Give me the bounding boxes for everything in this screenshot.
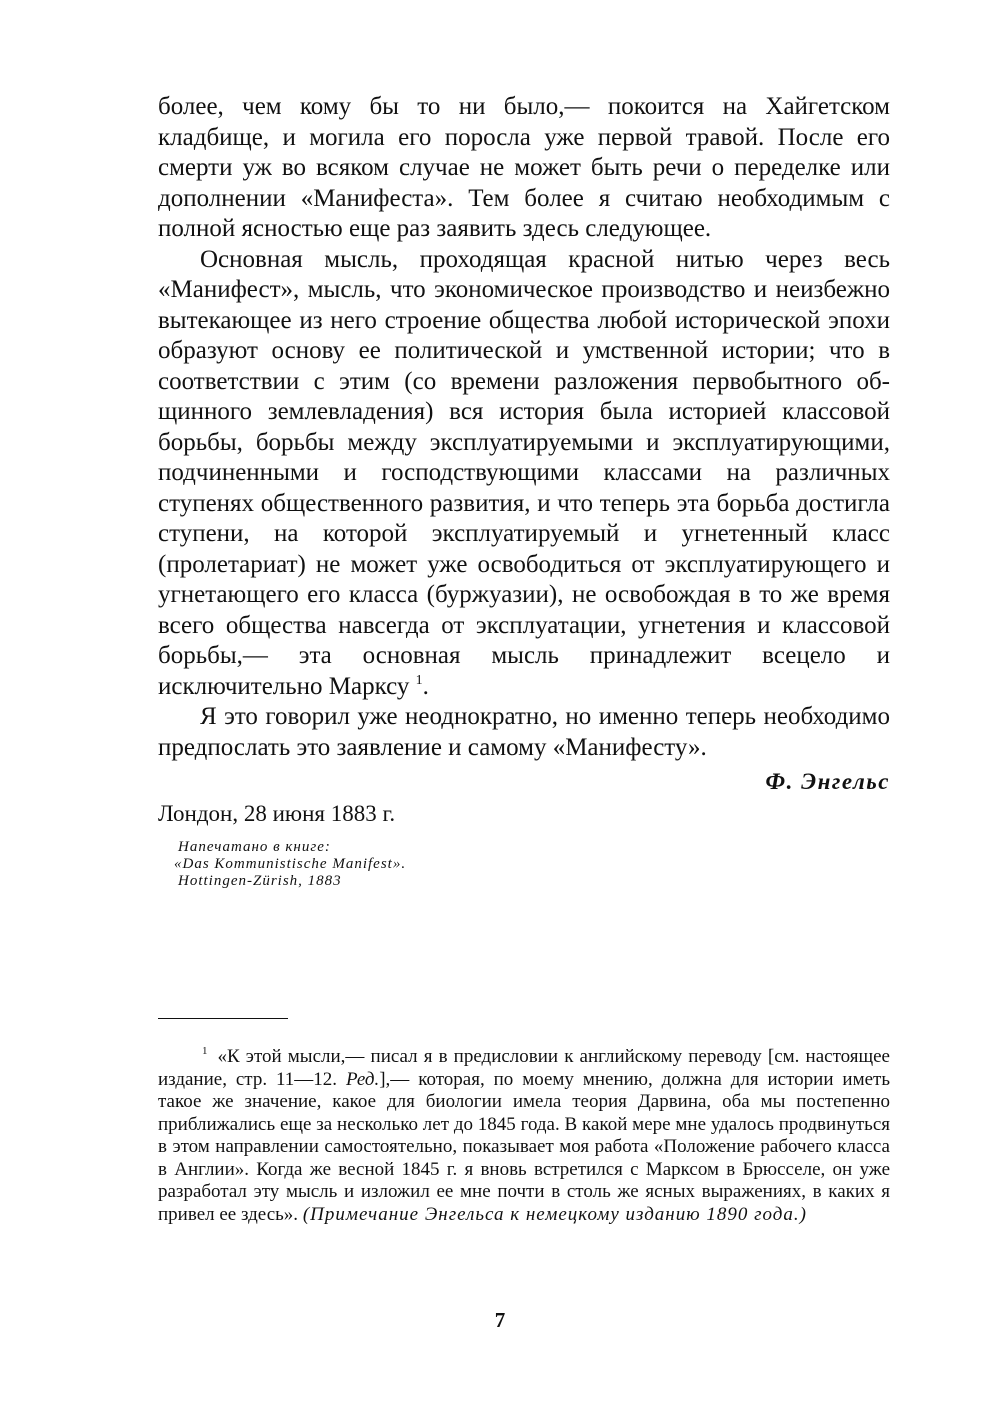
paragraph-1: более, чем кому бы то ни было,— покоится на Хайгетском кладбище, и могила его поросла уже первой травой. После его смерти уж во всяком случае не может быть речи о переделке или дополнении «Манифеста». Тем более я считаю необходимым с полной ясностью еще раз заявить здесь следующее. [158, 93, 890, 242]
page-content [158, 92, 890, 890]
page-number: 7 [494, 1308, 506, 1332]
footnote-marker: 1 [202, 1045, 208, 1057]
source-note-line-2: «Das Kommunistische Manifest». [174, 856, 407, 872]
footnote-editor-mark: Ред. [345, 1068, 380, 1090]
footnote-text-1: «К этой мысли,— писал я в предисловии к английскому переводу [см. настоящее издание, стр. 11—12. [158, 1046, 890, 1090]
paragraph-2-end: . [422, 672, 429, 700]
main-text [158, 92, 890, 763]
paragraph-2 [158, 245, 890, 703]
footnote-divider [158, 1018, 288, 1019]
source-note-line-1: Напечатано в книге: [178, 839, 331, 855]
footnote [158, 1040, 890, 1226]
author-signature: Ф. Энгельс [765, 769, 890, 794]
date-line: Лондон, 28 июня 1883 г. [158, 801, 396, 826]
footnote-text-2: ],— которая, по моему мнению, должна для истории иметь такое же значение, какое для биологии имела теория Дарвина, оба мы постепенно приближались еще за несколько лет до 1845 года. В какой мере мне удалось продвинуться в этом направлении самостоятельно, показывает моя работа «Положение рабочего класса в Англии». Когда же весной 1845 г. я вновь встретился с Марксом в Брюсселе, он уже разработал эту мысль и изложил ее мне почти в столь же ясных выражениях, в каких я привел ее здесь». [158, 1068, 890, 1225]
footnote-italic-note: (Примечание Энгельса к немецкому изданию 1890 года.) [302, 1203, 807, 1225]
footnote-reference[interactable]: 1 [415, 672, 423, 688]
paragraph-2-text: Основная мысль, проходящая красной нитью через весь «Манифест», мысль, что экономическое производство и неизбежно вытекающее из него строение общества любой исторической эпохи образуют основу ее политической и умственной истории; что в соответствии с этим (со времени разложения первобытного общинного землевладения) вся история была историей классовой борьбы, борьбы между эксплуатируемыми и эксплуатирующими, подчиненными и господствующими классами на различных ступенях общественного развития, и что теперь эта борьба достигла ступени, на которой эксплуатируемый и угнетенный класс (пролетариат) не может уже освободиться от эксплуатирующего и угнетающего его класса (буржуазии), не освобождая в то же время всего общества навсегда от эксплуатации, угнетения и классовой борьбы,— эта основная мысль принадлежит всецело и исключительно Марксу [158, 245, 890, 700]
paragraph-3: Я это говорил уже неоднократно, но именно теперь необходимо предпослать это заявление и самому «Манифесту». [158, 703, 890, 761]
source-note [174, 839, 890, 890]
source-note-line-3: Hottingen-Zürish, 1883 [178, 873, 342, 889]
